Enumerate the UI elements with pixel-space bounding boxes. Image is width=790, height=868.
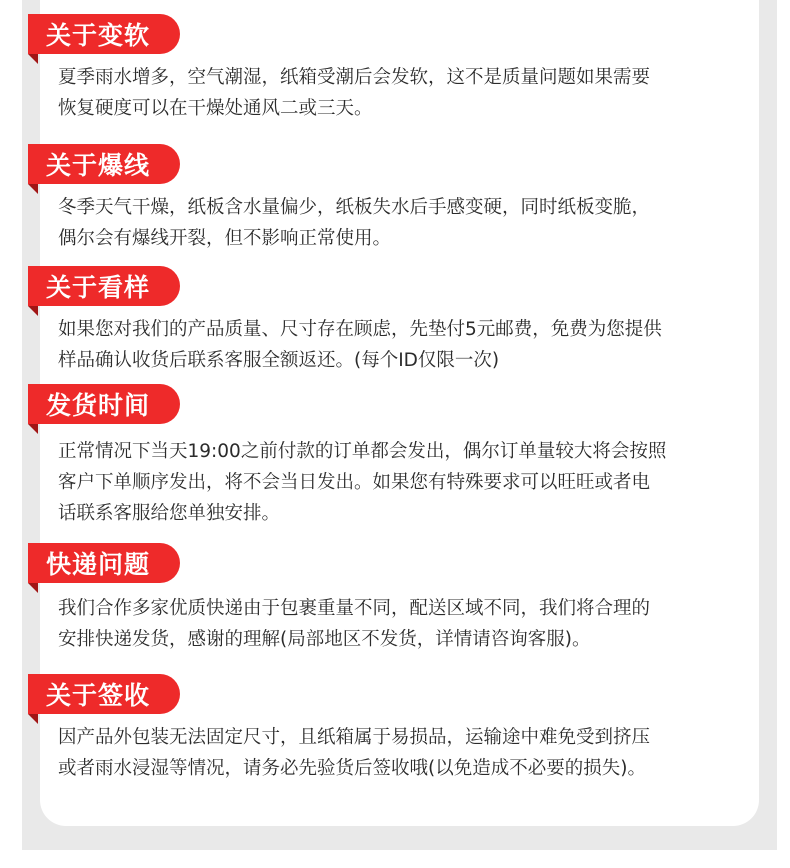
section-title-tab <box>28 384 180 424</box>
section-title-tab <box>28 266 180 306</box>
section-body <box>58 593 758 655</box>
body-line: 正常情况下当天19:00之前付款的订单都会发出，偶尔订单量较大将会按照 <box>58 441 667 462</box>
section-title: 快递问题 <box>46 550 151 579</box>
body-line: 夏季雨水增多，空气潮湿，纸箱受潮后会发软，这不是质量问题如果需要 <box>58 67 651 88</box>
body-line: 样品确认收货后联系客服全额返还。(每个ID仅限一次) <box>58 350 500 371</box>
section-body <box>58 314 758 376</box>
body-line: 如果您对我们的产品质量、尺寸存在顾虑，先垫付5元邮费，免费为您提供 <box>58 319 662 340</box>
body-line: 偶尔会有爆线开裂，但不影响正常使用。 <box>58 228 392 249</box>
section-title: 关于签收 <box>46 681 151 710</box>
section-body <box>58 436 758 529</box>
section-title-tab <box>28 144 180 184</box>
section-title: 关于变软 <box>46 21 151 50</box>
body-line: 恢复硬度可以在干燥处通风二或三天。 <box>58 98 373 119</box>
body-line: 安排快递发货，感谢的理解(局部地区不发货，详情请咨询客服)。 <box>58 629 591 650</box>
body-line: 我们合作多家优质快递由于包裹重量不同，配送区域不同，我们将合理的 <box>58 598 651 619</box>
body-line: 话联系客服给您单独安排。 <box>58 503 281 524</box>
section-title-tab <box>28 14 180 54</box>
body-line: 因产品外包装无法固定尺寸，且纸箱属于易损品，运输途中难免受到挤压 <box>58 727 651 748</box>
section-body <box>58 722 758 784</box>
section-title: 关于爆线 <box>46 151 151 180</box>
section-body <box>58 62 758 124</box>
section-title: 发货时间 <box>46 391 151 420</box>
section-title-tab <box>28 543 180 583</box>
body-line: 或者雨水浸湿等情况，请务必先验货后签收哦(以免造成不必要的损失)。 <box>58 758 646 779</box>
section-title-tab <box>28 674 180 714</box>
section-body <box>58 192 758 254</box>
body-line: 冬季天气干燥，纸板含水量偏少，纸板失水后手感变硬，同时纸板变脆， <box>58 197 651 218</box>
body-line: 客户下单顺序发出，将不会当日发出。如果您有特殊要求可以旺旺或者电 <box>58 472 651 493</box>
section-title: 关于看样 <box>46 273 151 302</box>
